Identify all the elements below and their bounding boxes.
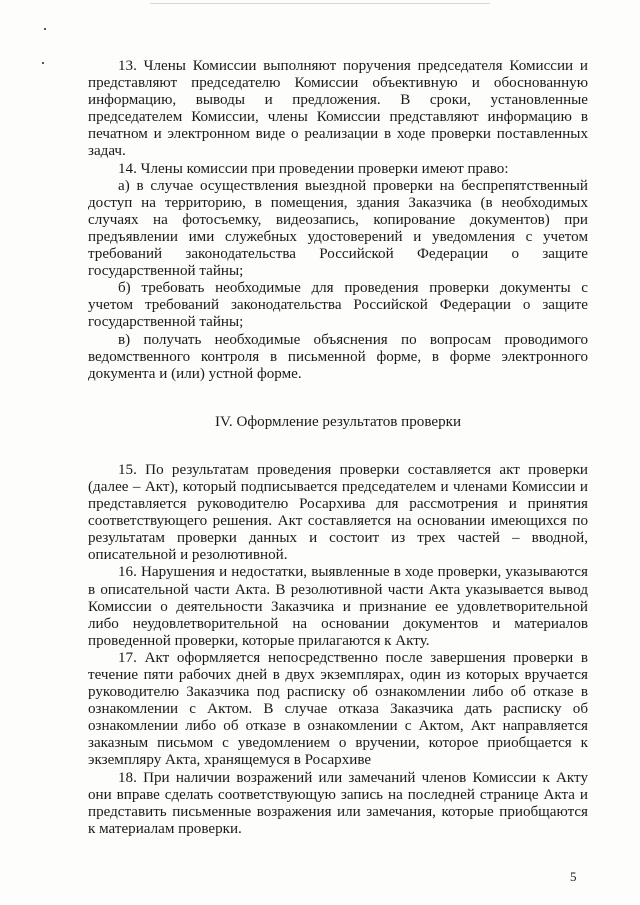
paragraph-14a: а) в случае осуществления выездной проверки на беспрепятственный доступ на территорию, в помещения, здания Заказчика (в необходимых случаях на фотосъемку, видеозапись, копирование документов) при предъявлении ими служебных удостоверений и уведомления с учетом требований законодательства Российской Федерации о защите государственной тайны; — [88, 177, 588, 280]
paragraph-15: 15. По результатам проведения проверки составляется акт проверки (далее – Акт), который подписывается председателем и членами Комиссии и представляется руководителю Росархива для рассмотрения и принятия соответствующего решения. Акт составляется на основании имеющихся по результатам проверки данных и состоит из трех частей – вводной, описательной и резолютивной. — [88, 461, 588, 564]
paragraph-18: 18. При наличии возражений или замечаний членов Комиссии к Акту они вправе сделать соответствующую запись на последней странице Акта и представить письменные возражения или замечания, которые приобщаются к материалам проверки. — [88, 769, 588, 837]
scan-edge-line — [150, 3, 490, 4]
paragraph-14b: б) требовать необходимые для проведения проверки документы с учетом требований законодательства Российской Федерации о защите государственной тайны; — [88, 280, 588, 331]
document-body — [88, 58, 588, 838]
scan-speck — [42, 62, 44, 64]
paragraph-16: 16. Нарушения и недостатки, выявленные в ходе проверки, указываются в описательной части Акта. В резолютивной части Акта указывается вывод Комиссии о деятельности Заказчика и признание ее удовлетворительной либо неудовлетворительной на основании документов и материалов проведенной проверки, которые прилагаются к Акту. — [88, 564, 588, 649]
paragraph-14: 14. Члены комиссии при проведении проверки имеют право: — [118, 160, 509, 177]
scan-speck — [44, 28, 46, 30]
page-number: 5 — [570, 869, 577, 884]
section-heading: IV. Оформление результатов проверки — [214, 413, 462, 430]
paragraph-17: 17. Акт оформляется непосредственно после завершения проверки в течение пяти рабочих дней в двух экземплярах, один из которых вручается руководителю Заказчика под расписку об ознакомлении либо об отказе в ознакомлении с Актом. В случае отказа Заказчика дать расписку об ознакомлении либо об отказе в ознакомлении с Актом, Акт направляется заказным письмом с уведомлением о вручении, которое приобщается к экземпляру Акта, хранящемуся в Росархиве — [88, 649, 588, 769]
paragraph-14c: в) получать необходимые объяснения по вопросам проводимого ведомственного контроля в письменной форме, в форме электронного документа и (или) устной форме. — [88, 331, 588, 382]
paragraph-13: 13. Члены Комиссии выполняют поручения председателя Комиссии и представляют председателю Комиссии объективную и обоснованную информацию, выводы и предложения. В сроки, установленные председателем Комиссии, члены Комиссии представляют информацию в печатном и электронном виде о реализации в ходе проверки поставленных задач. — [88, 58, 588, 160]
